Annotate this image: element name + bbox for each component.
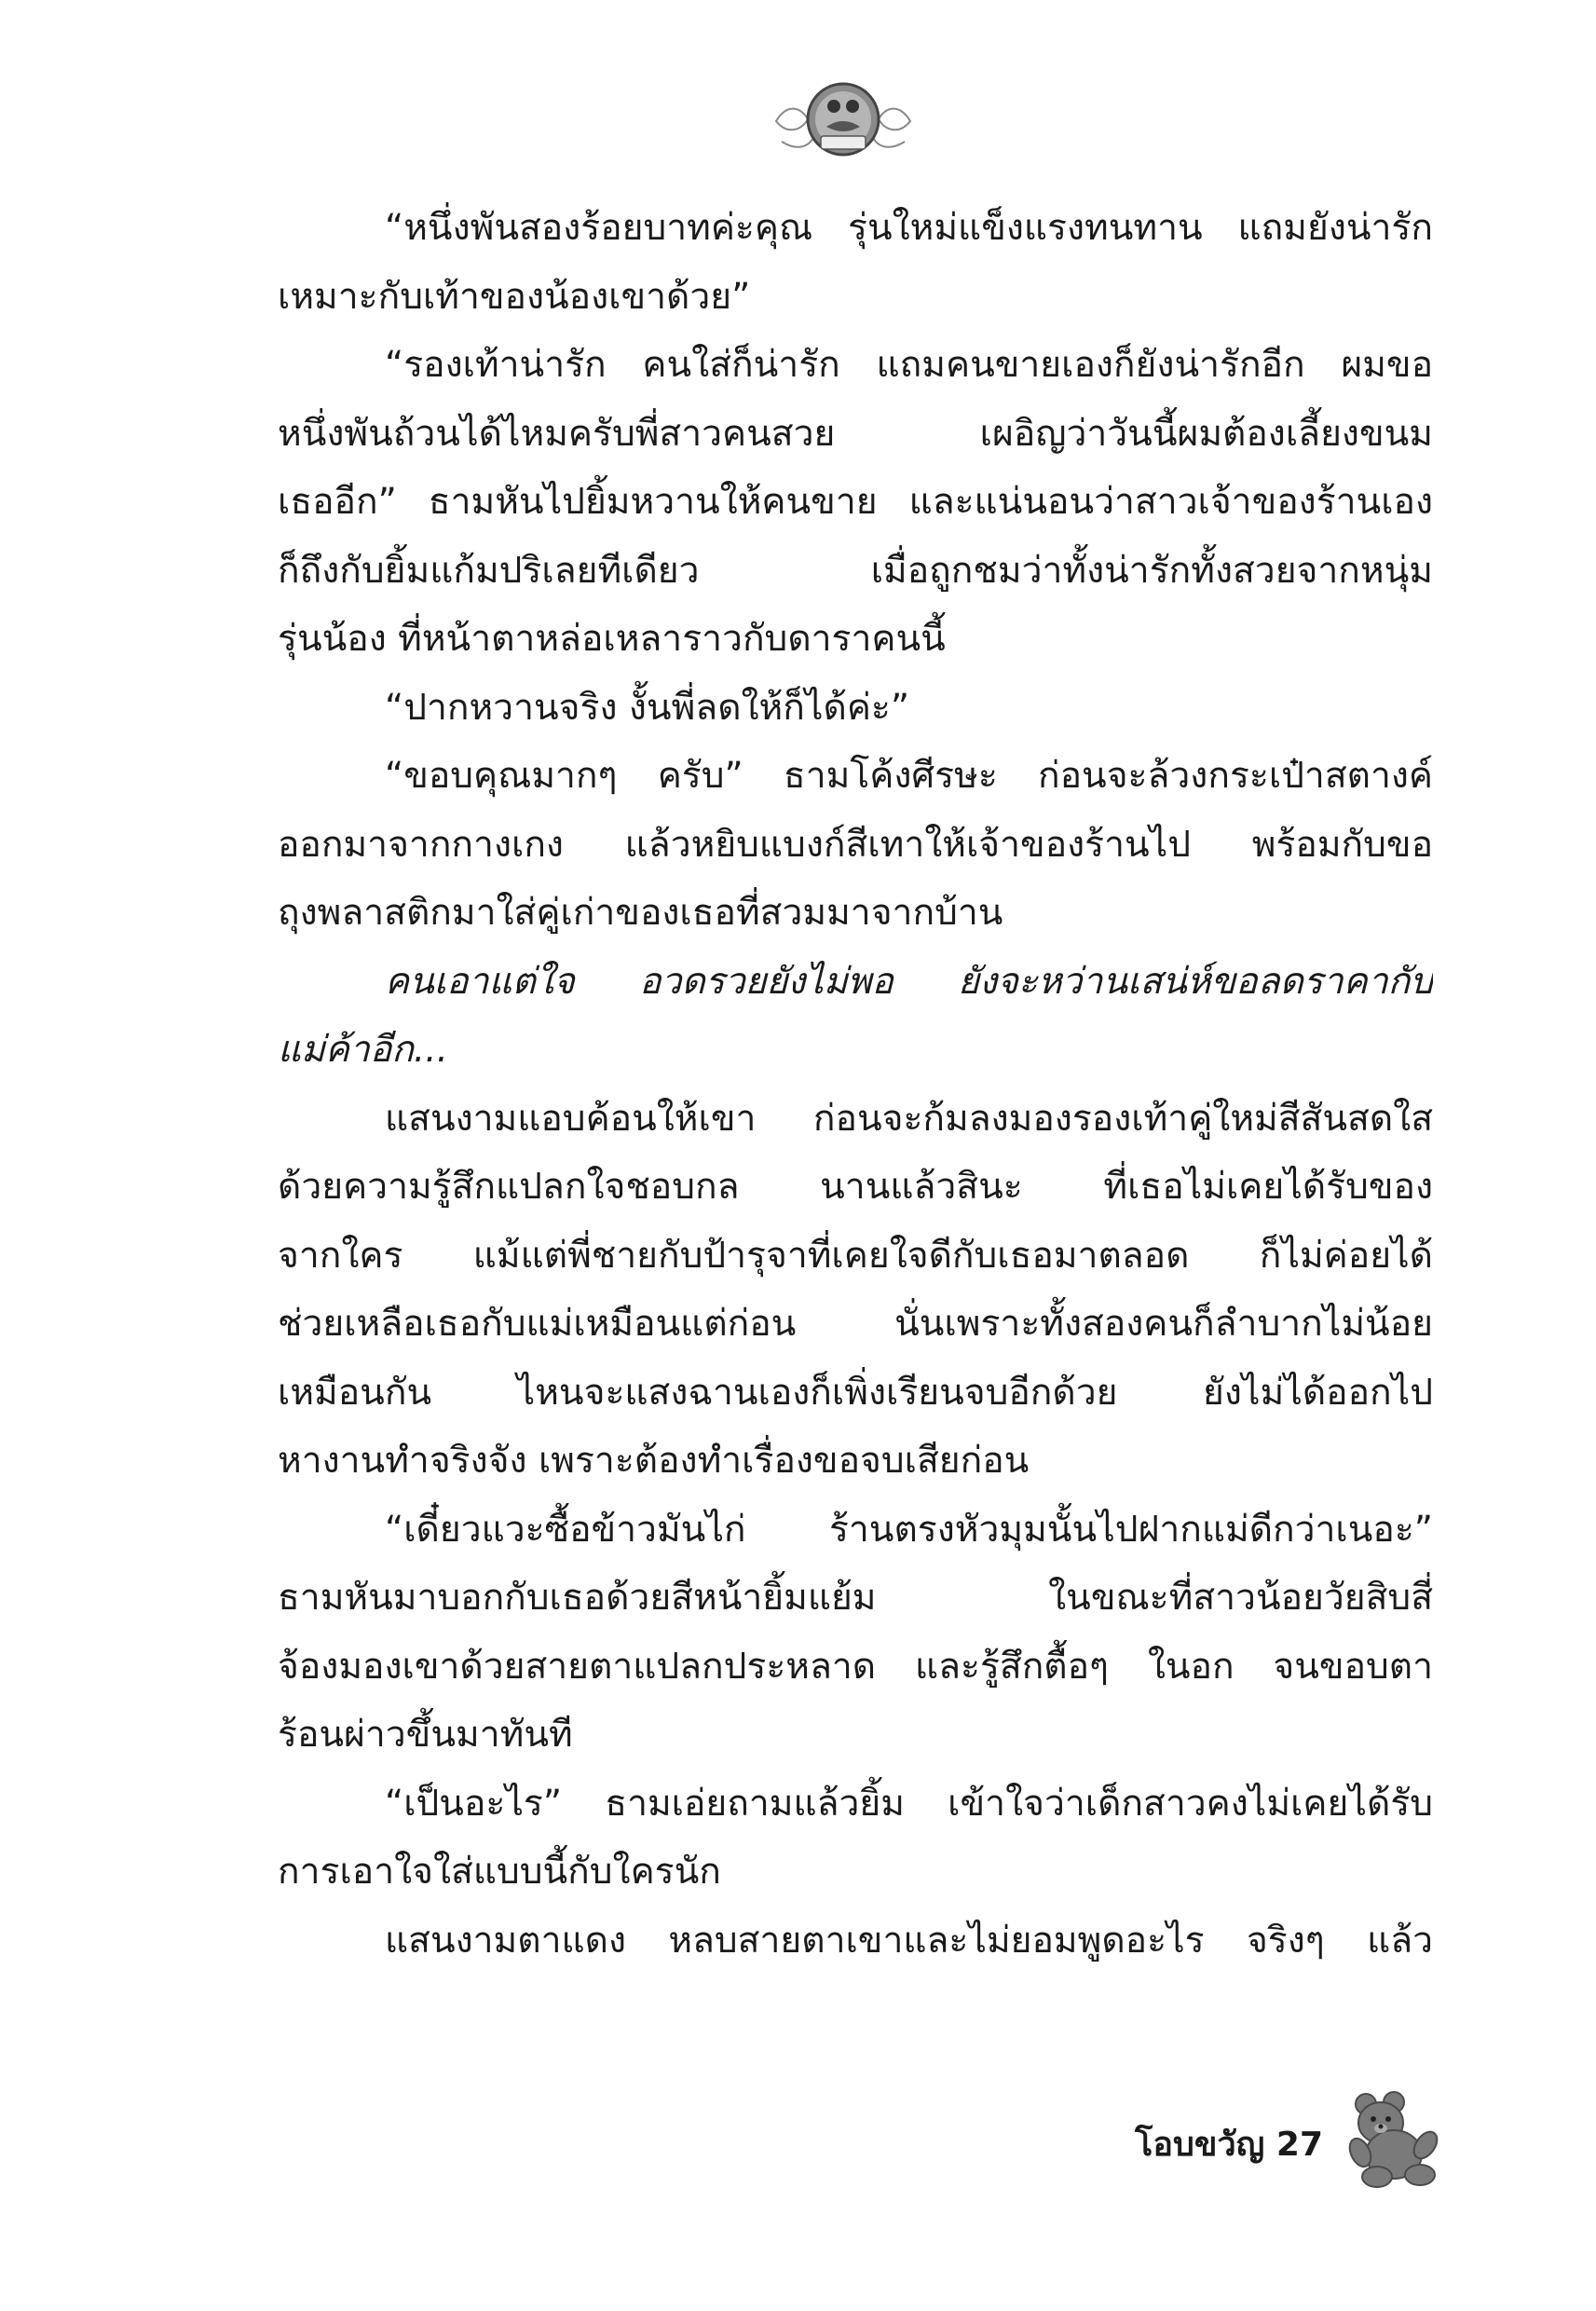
text-line: รุ่นน้อง ที่หน้าตาหล่อเหลาราวกับดาราคนนี้ xyxy=(278,618,946,660)
text-line: เหมือนกัน ไหนจะแสงฉานเองก็เพิ่งเรียนจบอีกด้วย ยังไม่ได้ออกไป xyxy=(278,1371,1433,1414)
text-line: “เดี๋ยวแวะซื้อข้าวมันไก่ ร้านตรงหัวมุมนั้นไปฝากแม่ดีกว่าเนอะ” xyxy=(385,1508,1433,1551)
footer-title xyxy=(1025,2117,1323,2170)
text-line: “ขอบคุณมากๆ ครับ” ธามโค้งศีรษะ ก่อนจะล้วงกระเป๋าสตางค์ xyxy=(385,755,1433,797)
text-line: เธออีก” ธามหันไปยิ้มหวานให้คนขาย และแน่นอนว่าสาวเจ้าของร้านเอง xyxy=(278,481,1433,523)
text-line: ธามหันมาบอกกับเธอด้วยสีหน้ายิ้มแย้ม ในขณะที่สาวน้อยวัยสิบสี่ xyxy=(278,1577,1433,1619)
text-line: ถุงพลาสติกมาใส่คู่เก่าของเธอที่สวมมาจากบ้าน xyxy=(278,892,1003,934)
text-line: หางานทำจริงจัง เพราะต้องทำเรื่องขอจบเสียก่อน xyxy=(278,1440,1030,1482)
text-line: ออกมาจากกางเกง แล้วหยิบแบงก์สีเทาให้เจ้าของร้านไป พร้อมกับขอ xyxy=(278,823,1433,866)
page-number: 27 xyxy=(1275,2126,1323,2164)
text-line: ร้อนผ่าวขึ้นมาทันที xyxy=(278,1714,573,1756)
text-line: การเอาใจใส่แบบนี้กับใครนัก xyxy=(278,1851,721,1893)
text-line: ก็ถึงกับยิ้มแก้มปริเลยทีเดียว เมื่อถูกชมว่าทั้งน่ารักทั้งสวยจากหนุ่ม xyxy=(278,549,1433,592)
text-line: แม่ค้าอีก... xyxy=(278,1029,449,1071)
text-line: “หนึ่งพันสองร้อยบาทค่ะคุณ รุ่นใหม่แข็งแรงทนทาน แถมยังน่ารัก xyxy=(385,207,1433,249)
text-line: “ปากหวานจริง งั้นพี่ลดให้ก็ได้ค่ะ” xyxy=(385,686,910,729)
text-line: แสนงามตาแดง หลบสายตาเขาและไม่ยอมพูดอะไร จริงๆ แล้ว xyxy=(385,1919,1433,1962)
text-line: เหมาะกับเท้าของน้องเขาด้วย” xyxy=(278,275,751,318)
story-text xyxy=(278,194,1433,1975)
text-line: แสนงามแอบค้อนให้เขา ก่อนจะก้มลงมองรองเท้าคู่ใหม่สีสันสดใส xyxy=(385,1097,1433,1140)
text-line: คนเอาแต่ใจ อวดรวยยังไม่พอ ยังจะหว่านเสน่ห์ขอลดราคากับ xyxy=(385,960,1433,1003)
decorative-logo-icon xyxy=(769,65,918,177)
text-line: จ้องมองเขาด้วยสายตาแปลกประหลาด และรู้สึกตื้อๆ ในอก จนขอบตา xyxy=(278,1645,1433,1688)
text-line: ด้วยความรู้สึกแปลกใจชอบกล นานแล้วสินะ ที่เธอไม่เคยได้รับของ xyxy=(278,1166,1433,1208)
text-line: “รองเท้าน่ารัก คนใส่ก็น่ารัก แถมคนขายเองก็ยังน่ารักอีก ผมขอ xyxy=(385,344,1433,386)
book-title: โอบขวัญ xyxy=(1135,2126,1265,2164)
text-line: ช่วยเหลือเธอกับแม่เหมือนแต่ก่อน นั่นเพราะทั้งสองคนก็ลำบากไม่น้อย xyxy=(278,1303,1433,1345)
text-line: “เป็นอะไร” ธามเอ่ยถามแล้วยิ้ม เข้าใจว่าเด็กสาวคงไม่เคยได้รับ xyxy=(385,1782,1433,1825)
text-line: หนึ่งพันถ้วนได้ไหมครับพี่สาวคนสวย เผอิญว่าวันนี้ผมต้องเลี้ยงขนม xyxy=(278,412,1433,455)
page-footer xyxy=(1025,2087,1453,2190)
text-line: จากใคร แม้แต่พี่ชายกับป้ารุจาที่เคยใจดีกับเธอมาตลอด ก็ไม่ค่อยได้ xyxy=(278,1234,1433,1277)
teddy-bear-icon xyxy=(1340,2087,1447,2190)
